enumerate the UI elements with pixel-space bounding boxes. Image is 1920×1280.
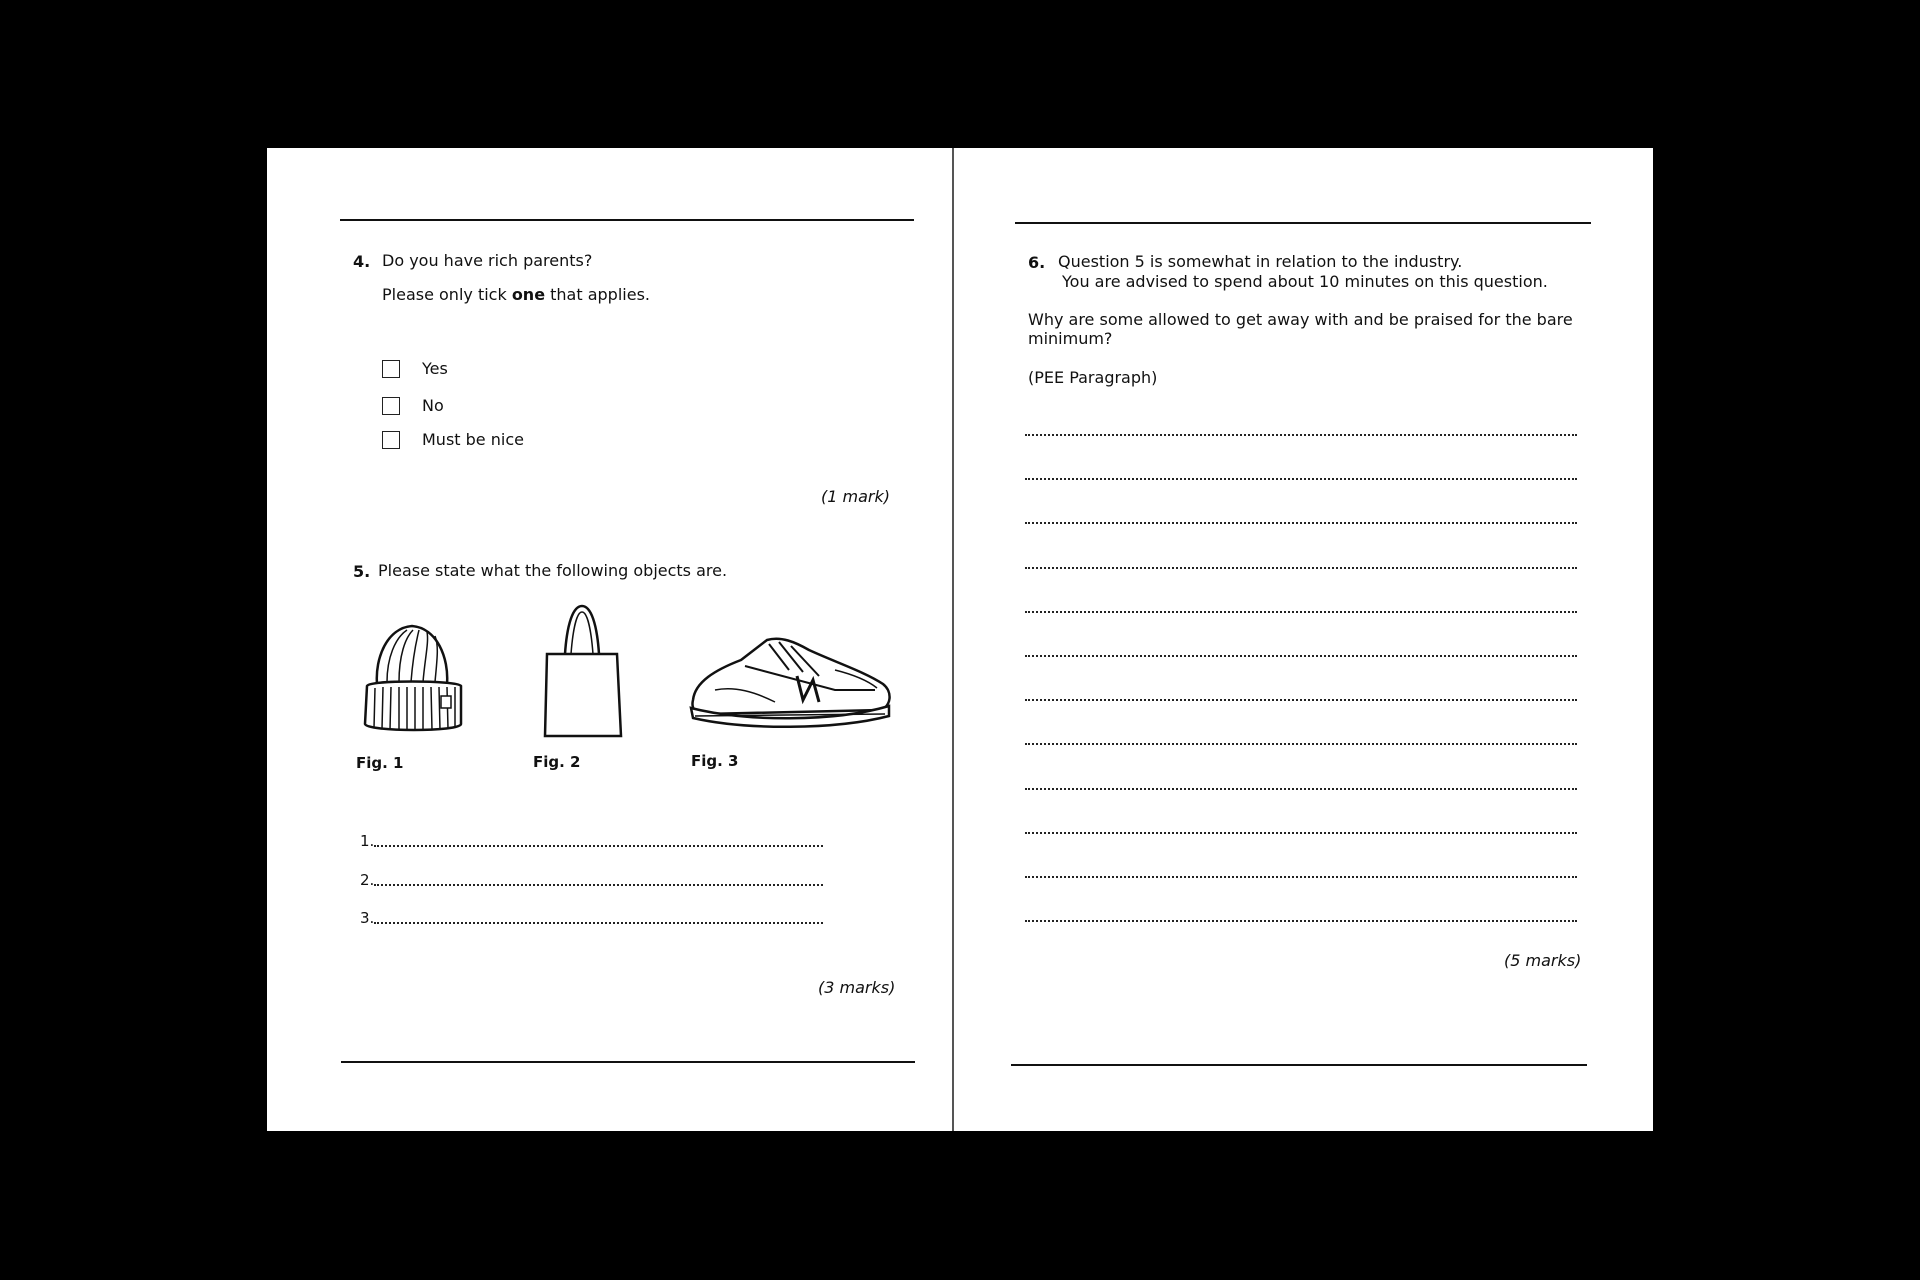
q5-number: 5. xyxy=(353,562,371,581)
q6-prompt-line2: minimum? xyxy=(1028,329,1113,348)
q4-marks: (1 mark) xyxy=(821,487,890,506)
q6-line2: You are advised to spend about 10 minutes on this question. xyxy=(1062,272,1548,291)
writing-line[interactable] xyxy=(1025,434,1577,436)
must-be-nice-checkbox[interactable] xyxy=(382,431,400,449)
yes-checkbox[interactable] xyxy=(382,360,400,378)
q4-number: 4. xyxy=(353,252,371,271)
figure-3 xyxy=(685,630,895,730)
q4-question: Do you have rich parents? xyxy=(382,251,593,270)
option-label: Yes xyxy=(422,359,448,378)
bottom-rule xyxy=(1011,1064,1587,1066)
answer-line-2[interactable] xyxy=(360,870,823,890)
writing-line[interactable] xyxy=(1025,876,1577,878)
q4-instruction-prefix: Please only tick xyxy=(382,285,512,304)
q4-instruction xyxy=(382,285,650,305)
left-page xyxy=(267,148,952,1131)
q6-format: (PEE Paragraph) xyxy=(1028,368,1158,387)
answer-dots xyxy=(374,922,823,924)
answer-number: 3. xyxy=(360,909,375,927)
q6-marks: (5 marks) xyxy=(1504,951,1582,970)
figure-3-caption: Fig. 3 xyxy=(691,752,739,770)
q4-option-yes[interactable] xyxy=(382,359,448,378)
figure-2 xyxy=(537,604,627,740)
q5-question: Please state what the following objects are. xyxy=(378,561,728,580)
q4-option-no[interactable] xyxy=(382,396,444,415)
writing-line[interactable] xyxy=(1025,478,1577,480)
writing-line[interactable] xyxy=(1025,655,1577,657)
writing-line[interactable] xyxy=(1025,611,1577,613)
answer-number: 1. xyxy=(360,832,375,850)
sneaker-icon xyxy=(685,630,895,730)
beanie-hat-icon xyxy=(357,618,467,736)
exam-sheet xyxy=(267,148,1653,1131)
option-label: Must be nice xyxy=(422,430,524,449)
figure-2-caption: Fig. 2 xyxy=(533,753,581,771)
writing-line[interactable] xyxy=(1025,743,1577,745)
writing-area[interactable] xyxy=(1025,434,1577,924)
answer-line-3[interactable] xyxy=(360,908,823,928)
answer-line-1[interactable] xyxy=(360,831,823,851)
tote-bag-icon xyxy=(537,604,627,740)
writing-line[interactable] xyxy=(1025,567,1577,569)
no-checkbox[interactable] xyxy=(382,397,400,415)
option-label: No xyxy=(422,396,444,415)
figure-1 xyxy=(357,618,467,736)
bottom-rule xyxy=(341,1061,915,1063)
answer-dots xyxy=(374,845,823,847)
q5-marks: (3 marks) xyxy=(818,978,896,997)
writing-line[interactable] xyxy=(1025,699,1577,701)
top-rule xyxy=(1015,222,1591,224)
q6-number: 6. xyxy=(1028,253,1046,272)
q4-instruction-suffix: that applies. xyxy=(545,285,650,304)
writing-line[interactable] xyxy=(1025,920,1577,922)
top-rule xyxy=(340,219,914,221)
writing-line[interactable] xyxy=(1025,788,1577,790)
q6-line1: Question 5 is somewhat in relation to the industry. xyxy=(1058,252,1463,271)
answer-dots xyxy=(374,884,823,886)
right-page xyxy=(954,148,1653,1131)
answer-number: 2. xyxy=(360,871,375,889)
writing-line[interactable] xyxy=(1025,522,1577,524)
page-fold xyxy=(952,148,954,1131)
q4-instruction-bold: one xyxy=(511,285,546,304)
q6-prompt-line1: Why are some allowed to get away with and be praised for the bare xyxy=(1028,310,1573,329)
writing-line[interactable] xyxy=(1025,832,1577,834)
q4-option-must-be-nice[interactable] xyxy=(382,430,524,449)
figure-1-caption: Fig. 1 xyxy=(356,754,404,772)
